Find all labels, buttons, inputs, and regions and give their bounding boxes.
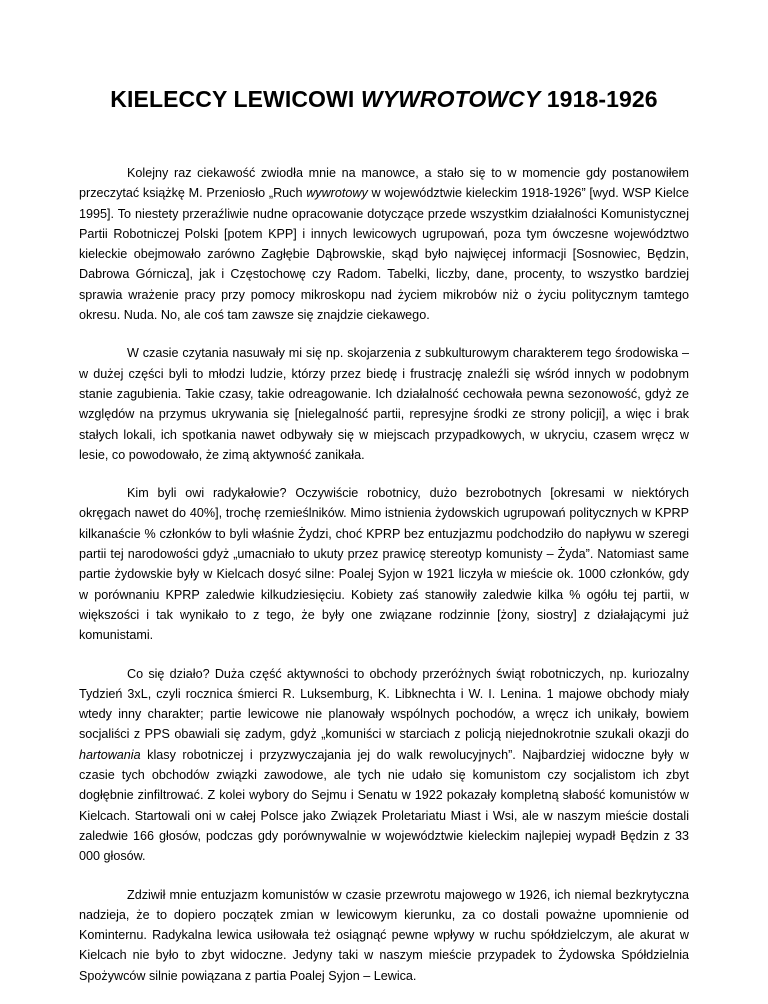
paragraph-text: w województwie kieleckim 1918-1926” [wyd. WSP Kielce 1995]. To niestety przeraźliwie nudne opracowanie dotyczące przede wszystkim działalności Komunistycznej Partii Robotniczej Polski [potem KPP] i innych lewicowych ugrupowań, poza tym ówczesne województwo kieleckie obejmowało zarówno Zagłębie Dąbrowskie, skąd było najwięcej informacji [Sosnowiec, Będzin, Dabrowa Górnicza], jak i Częstochowę czy Radom. Tabelki, liczby, dane, procenty, to wszystko bardziej sprawia wrażenie pracy przy pomocy mikroskopu nad życiem mikrobów niż o życiu politycznym tamtego okresu. Nuda. No, ale coś tam zawsze się znajdzie ciekawego. [79, 186, 689, 323]
paragraph-italic-text: wywrotowy [306, 186, 368, 201]
paragraph-text: W czasie czytania nasuwały mi się np. skojarzenia z subkulturowym charakterem tego środowiska – w dużej części byli to młodzi ludzie, którzy przez biedę i frustrację znaleźli się wśród innych w podobnym stanie zagubienia. Takie czasy, takie odreagowanie. Ich działalność cechowała pewna sezonowość, gdyż ze względów na przymus ukrywania się [nielegalność partii, represyjne środki ze strony policji], a więc i brak stałych lokali, ich spotkania nawet odbywały się w miejscach przypadkowych, w ukryciu, czasem wręcz w lesie, co powodowało, że zimą aktywność zanikała. [79, 346, 689, 462]
title-text: KIELECCY LEWICOWI [110, 86, 361, 112]
paragraph-5 [79, 885, 689, 986]
paragraph-text: Zdziwił mnie entuzjazm komunistów w czasie przewrotu majowego w 1926, ich niemal bezkrytyczna nadzieja, że to dopiero początek zmian w lewicowym kierunku, za co dostali poważne upomnienie od Kominternu. Radykalna lewica usiłowała też osiągnąć pewne wpływy w ruchu spółdzielczym, ale akurat w Kielcach nie było to zbyt widoczne. Jedyny taki w naszym mieście przypadek to Żydowska Spółdzielnia Spożywców silnie powiązana z partia Poalej Syjon – Lewica. [79, 887, 689, 983]
paragraph-3 [79, 483, 689, 645]
paragraph-text: klasy robotniczej i przyzwyczajania jej do walk rewolucyjnych”. Najbardziej widoczne były w czasie tych obchodów związki zawodowe, ale tych nie udało się komunistom czy socjalistom ich zbyt dogłębnie zinfiltrować. Z kolei wybory do Sejmu i Senatu w 1922 pokazały kompletną słabość komunistów w Kielcach. Startowali oni w całej Polsce jako Związek Proletariatu Miast i Wsi, ale w naszym mieście dostali zaledwie 166 głosów, podczas gdy porównywalnie w województwie kieleckim najlepiej wypadł Będzin z 33 000 głosów. [79, 747, 689, 864]
paragraph-text: Co się działo? Duża część aktywności to obchody przeróżnych świąt robotniczych, np. kuriozalny Tydzień 3xL, czyli rocznica śmierci R. Luksemburg, K. Libknechta i W. I. Lenina. 1 majowe obchody miały wtedy inny charakter; partie lewicowe nie planowały wspólnych pochodów, a wręcz ich unikały, bowiem socjaliści z PPS obawiali się zadym, gdyż „komuniści w starciach z policją niejednokrotnie szukali okazji do [79, 666, 689, 742]
paragraph-1 [79, 163, 689, 325]
document-body [79, 163, 689, 1004]
paragraph-2 [79, 343, 689, 465]
title-years: 1918-1926 [540, 86, 658, 112]
paragraph-4 [79, 664, 689, 867]
paragraph-text: Kim byli owi radykałowie? Oczywiście robotnicy, dużo bezrobotnych [okresami w niektórych okręgach nawet do 40%], trochę rzemieślników. Mimo istnienia żydowskich ugrupowań politycznych w KPRP kilkanaście % członków to byli właśnie Żydzi, choć KPRP bez entuzjazmu podchodziło do napływu w szeregi partii tej narodowości gdyż „umacniało to ukuty przez prawicę stereotyp komunisty – Żyda”. Natomiast same partie żydowskie były w Kielcach dosyć silne: Poalej Syjon w 1921 liczyła w mieście ok. 1000 członków, gdy w porównaniu KPRP zaledwie kilkudziesięciu. Kobiety zaś stanowiły zaledwie kilka % ogółu tej partii, w większości i tak wynikało to z tego, że były one związane rodzinnie [żony, siostry] z działającymi już komunistami. [79, 486, 689, 643]
document-title [0, 86, 768, 113]
paragraph-italic-text: hartowania [79, 747, 141, 762]
title-italic-text: WYWROTOWCY [360, 86, 541, 112]
paragraph-text: Kolejny raz ciekawość zwiodła mnie na manowce, a stało się to w momencie gdy postanowiłem przeczytać książkę M. Przeniosło „Ruch [79, 166, 689, 201]
